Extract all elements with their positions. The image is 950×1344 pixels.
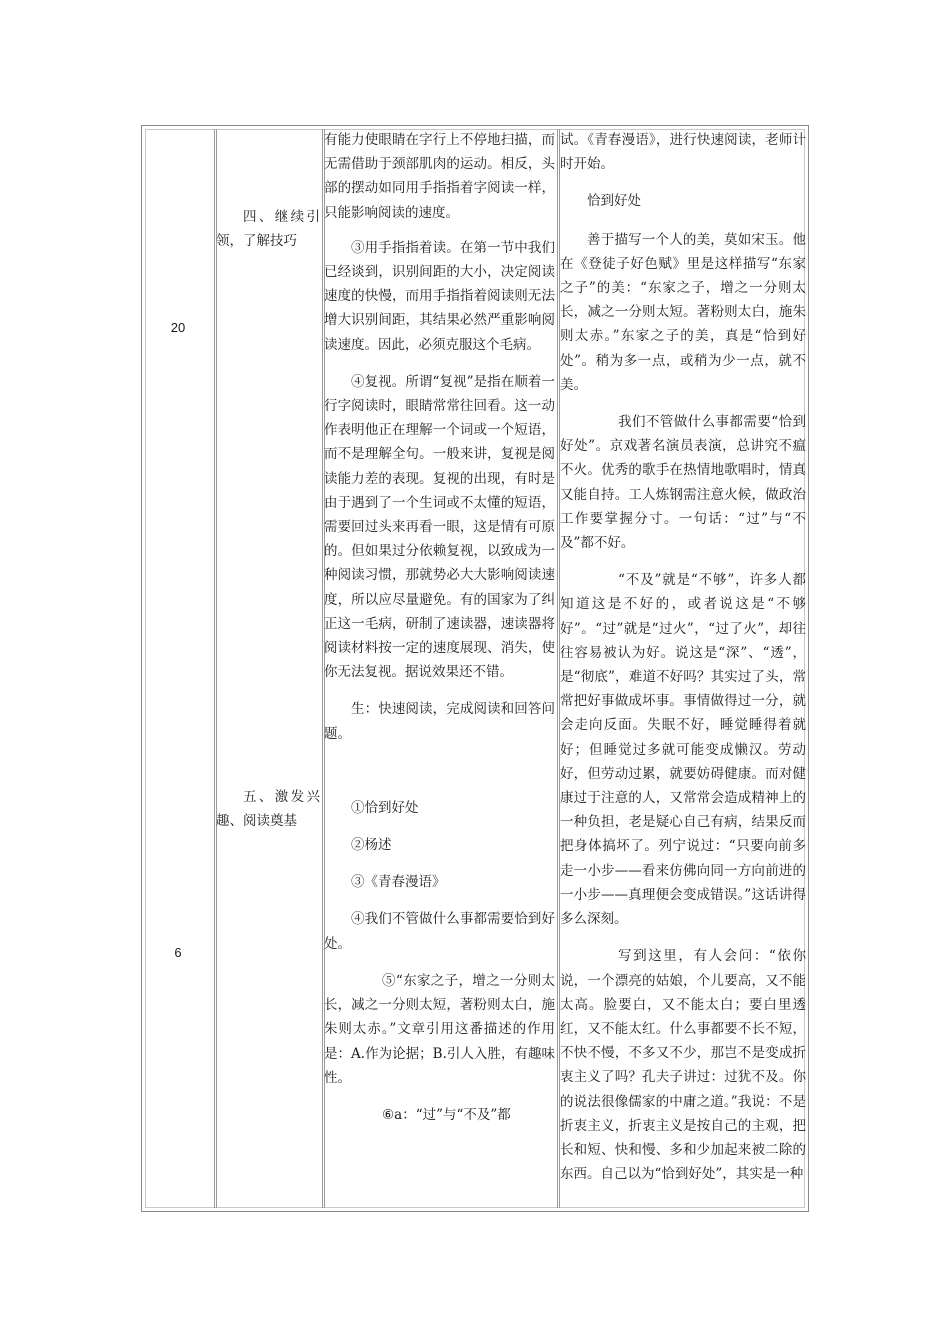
paragraph: 写到这里，有人会问：“依你说，一个漂亮的姑娘，个儿要高，又不能太高。脸要白，又不能太白；要白里透红，又不能太红。什么事都要不长不短，不快不慢，不多又不少，那岂不是变成折衷主义了吗？孔夫子讲过：过犹不及。你的说法很像儒家的中庸之道。”我说：不是折衷主义，折衷主义是按自己的主观，把长和短、快和慢、多和少加起来被二除的东西。自己以为“恰到好处”，其实是一种: [560, 948, 806, 1183]
step-column: [216, 130, 320, 1208]
answer-item: ①恰到好处: [351, 799, 419, 816]
paragraph: 试。《青春漫语》，进行快速阅读，老师计时开始。: [560, 132, 806, 173]
teacher-student-column: [324, 128, 555, 1208]
paragraph: 善于描写一个人的美，莫如宋玉。他在《登徒子好色赋》里是这样描写“东家之子”的美：“东家之子，增之一分则太长，减之一分则太短。著粉则太白，施朱则太赤。”东家之子的美，真是“恰到好处”。稍为多一点，或稍为少一点，就不美。: [560, 231, 806, 393]
reading-text-column: [560, 128, 806, 1208]
paragraph: ④复视。所谓“复视”是指在顺着一行字阅读时，眼睛常常往回看。这一动作表明他正在理解一个词或一个短语，而不是理解全句。一般来讲，复视是阅读能力差的表现。复视的出现，有时是由于遇到了一个生词或不太懂的短语，需要回过头来再看一眼，这是情有可原的。但如果过分依赖复视，以致成为一种阅读习惯，那就势必大大影响阅读速度，所以应尽量避免。有的国家为了纠正这一毛病，研制了速读器，速读器将阅读材料按一定的速度展现、消失，使你无法复视。据说效果还不错。: [324, 373, 555, 681]
answer-item: ③《青春漫语》: [351, 874, 446, 891]
answer-item: ⑤“东家之子，增之一分则太长，减之一分则太短，著粉则太白，施朱则太赤。”文章引用这番描述的作用是：A.作为论据；B.引人入胜，有趣味性。: [324, 972, 555, 1086]
answer-item: ⑥a：“过”与“不及”都: [382, 1106, 511, 1123]
time-value: 20: [170, 320, 186, 335]
step-label: 五、激发兴趣、阅读奠基: [216, 789, 320, 829]
time-column: [143, 130, 213, 1208]
column-divider: [214, 129, 215, 1208]
paragraph: ③用手指指着读。在第一节中我们已经谈到，识别间距的大小，决定阅读速度的快慢，而用手指指着阅读则无法增大识别间距，其结果必然严重影响阅读速度。因此，必须克服这个毛病。: [324, 239, 555, 353]
article-title: 恰到好处: [587, 193, 641, 210]
paragraph: “不及”就是“不够”，许多人都知道这是不好的，或者说这是“不够好”。“过”就是“过火”，“过了火”，却往往容易被认为好。说这是“深”、“透”，是“彻底”，难道不好吗？其实过了头，常常把好事做成坏事。事情做得过一分，就会走向反面。失眠不好，睡觉睡得着就好；但睡觉过多就可能变成懒汉。劳动好，但劳动过累，就要妨碍健康。而对健康过于注意的人，又常常会造成精神上的一种负担，老是疑心自己有病，结果反而把身体搞坏了。列宁说过：“只要向前多走一小步——看来仿佛向同一方向前进的一小步——真理便会变成错误。”这话讲得多么深刻。: [560, 572, 806, 928]
paragraph: 生：快速阅读，完成阅读和回答问题。: [324, 701, 555, 742]
step-label: 四、继续引领，了解技巧: [216, 209, 320, 249]
column-divider: [557, 129, 558, 1208]
column-divider: [322, 129, 323, 1208]
time-value: 6: [174, 945, 182, 960]
paragraph: 我们不管做什么事都需要“恰到好处”。京戏著名演员表演，总讲究不瘟不火。优秀的歌手在热情地歌唱时，情真又能自持。工人炼钢需注意火候，做政治工作要掌握分寸。一句话：“过”与“不及”都不好。: [560, 414, 806, 552]
paragraph: 有能力使眼睛在字行上不停地扫描，而无需借助于颈部肌肉的运动。相反，头部的摆动如同用手指指着字阅读一样，只能影响阅读的速度。: [324, 132, 555, 221]
answer-item: ②杨述: [351, 837, 392, 854]
answer-item: ④我们不管做什么事都需要恰到好处。: [324, 911, 555, 952]
